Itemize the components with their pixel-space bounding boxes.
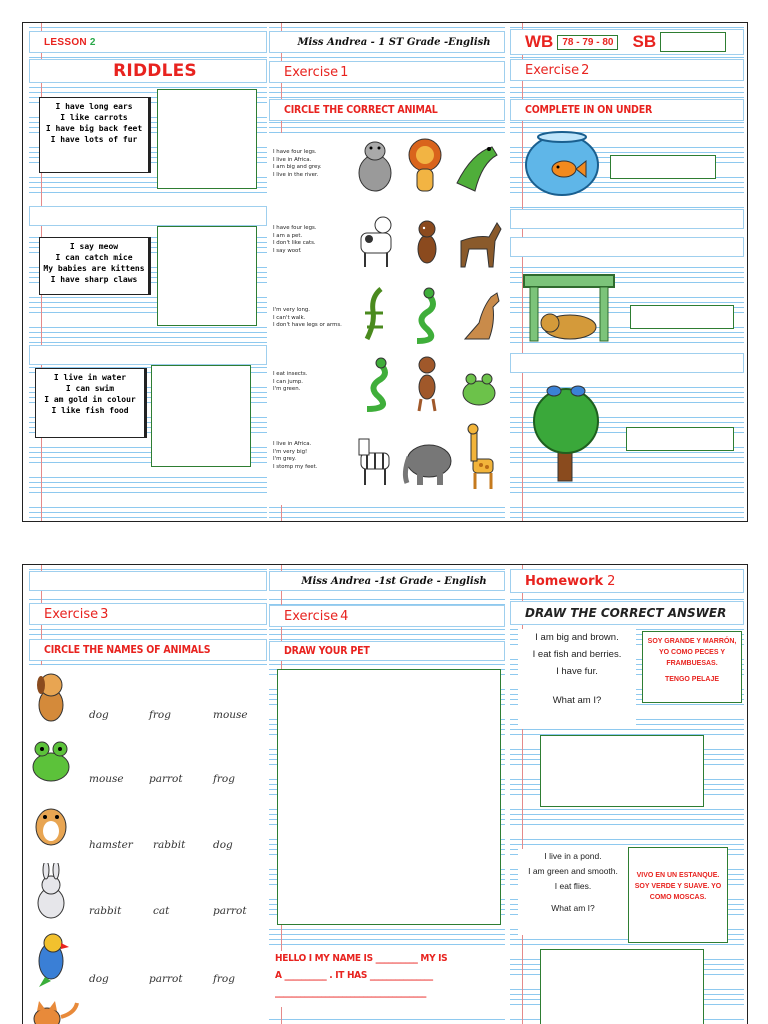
sb-label: SB	[632, 32, 657, 51]
homework-riddle-1: I am big and brown. I eat fish and berries. I have fur. What am I?	[518, 629, 636, 729]
bird-icon	[547, 386, 561, 396]
word-option[interactable]: dog	[89, 709, 109, 721]
pet-sentence-line[interactable]: HELLO I MY NAME IS __________ MY IS	[275, 953, 448, 964]
riddle-answer-box-1[interactable]	[157, 89, 257, 189]
zebra-icon[interactable]	[359, 439, 389, 485]
page-header: Miss Andrea -1st Grade - English	[269, 571, 505, 591]
homework-title	[510, 569, 744, 593]
lion-icon[interactable]	[409, 139, 441, 191]
worksheet-page-2	[22, 564, 748, 1024]
exercise-1-instruction: CIRCLE THE CORRECT ANIMAL	[269, 99, 505, 121]
exercise-2-title	[510, 59, 744, 81]
exercise-3-instruction: CIRCLE THE NAMES OF ANIMALS	[29, 639, 267, 661]
exercise-2-instruction: COMPLETE IN ON UNDER	[510, 99, 744, 121]
dog-icon	[29, 669, 73, 725]
rabbit-icon	[31, 863, 71, 921]
exercise-3-title	[29, 603, 267, 625]
word-option[interactable]: parrot	[149, 973, 183, 985]
word-option[interactable]: frog	[213, 973, 235, 985]
riddle-line: I have big back feet	[45, 124, 143, 133]
riddle-line: I like carrots	[60, 113, 128, 122]
pet-sentence-line[interactable]: A __________ . IT HAS _______________	[275, 970, 433, 981]
homework-label: Homework	[525, 573, 604, 589]
exercise-number: 3	[100, 606, 109, 622]
exercise-label: Exercise	[525, 62, 580, 78]
word-option[interactable]: hamster	[89, 839, 133, 851]
exercise-1-title	[269, 61, 505, 83]
frog-icon	[29, 735, 73, 787]
word-option[interactable]: parrot	[213, 905, 247, 917]
riddle-line: My babies are kittens	[43, 264, 145, 273]
animal-riddle-panel	[269, 133, 505, 505]
row2-animals	[357, 211, 503, 275]
homework-answer-box-2[interactable]	[540, 949, 704, 1024]
elephant-icon[interactable]	[405, 445, 451, 485]
word-option[interactable]: frog	[149, 709, 171, 721]
riddle-line: I have long ears	[55, 102, 133, 111]
horse-icon[interactable]	[461, 223, 501, 267]
cat-icon	[31, 999, 81, 1024]
hamster-icon	[31, 797, 71, 849]
row1-animals	[357, 133, 503, 197]
riddle-box-2	[39, 237, 151, 295]
animal-riddle-5: I live in Africa. I'm very big! I'm grey. I stomp my feet.	[273, 441, 318, 470]
riddle-line: I like fish food	[51, 406, 129, 415]
riddle-line: I can catch mice	[55, 253, 133, 262]
fishbowl-icon	[524, 129, 604, 199]
animal-riddle-4: I eat insects. I can jump. I'm green.	[273, 371, 308, 392]
sb-input-box[interactable]	[660, 32, 726, 52]
animal-riddle-1: I have four legs. I live in Africa. I am big and grey. I live in the river.	[273, 149, 322, 178]
riddle-line: I am gold in colour	[44, 395, 136, 404]
exercise-number: 1	[340, 64, 349, 80]
homework-column	[510, 565, 744, 1024]
pet-sentence	[269, 951, 505, 1007]
spanish-translation-2: VIVO EN UN ESTANQUE. SOY VERDE Y SUAVE. YO COMO MOSCAS.	[628, 847, 728, 943]
animal-riddle-2: I have four legs. I am a pet. I don't like cats. I say woof.	[273, 225, 317, 254]
exercise-number: 2	[581, 62, 590, 78]
dog-icon[interactable]	[418, 221, 436, 263]
homework-riddle-2: I live in a pond. I am green and smooth. I eat flies. What am I?	[518, 849, 628, 935]
word-option[interactable]: parrot	[149, 773, 183, 785]
draw-pet-box[interactable]	[277, 669, 501, 925]
row5-animals	[357, 423, 503, 495]
exercise-label: Exercise	[284, 608, 339, 624]
exercise-3-column	[29, 565, 267, 1024]
cow-icon[interactable]	[361, 217, 391, 267]
fishbowl-answer-box[interactable]	[610, 155, 716, 179]
word-option[interactable]: frog	[213, 773, 235, 785]
word-option[interactable]: mouse	[89, 773, 124, 785]
animal-words-panel	[29, 665, 267, 1024]
word-option[interactable]: dog	[213, 839, 233, 851]
table-with-dog-icon	[522, 269, 618, 345]
riddle-answer-box-2[interactable]	[157, 226, 257, 326]
workbook-header	[510, 29, 744, 55]
row4-animals	[357, 353, 503, 417]
riddle-line: I can swim	[65, 384, 115, 393]
riddles-title: RIDDLES	[29, 59, 267, 83]
riddle-line: I say meow	[69, 242, 119, 251]
crocodile-icon[interactable]	[457, 147, 497, 191]
frog-icon[interactable]	[463, 374, 495, 405]
lesson-header	[29, 31, 267, 53]
homework-number: 2	[607, 573, 616, 589]
lizard-icon[interactable]	[365, 289, 383, 339]
riddle-box-3	[35, 368, 147, 438]
worksheet-page-1	[22, 22, 748, 522]
word-option[interactable]: rabbit	[153, 839, 186, 851]
wb-pages: 78 - 79 - 80	[557, 35, 618, 50]
page-header: Miss Andrea - 1 ST Grade -English	[269, 31, 505, 53]
snake-icon[interactable]	[417, 288, 434, 341]
riddle-line: I have sharp claws	[50, 275, 138, 284]
homework-instruction: DRAW THE CORRECT ANSWER	[510, 601, 744, 625]
riddle-answer-box-3[interactable]	[151, 365, 251, 467]
spanish-translation-1: SOY GRANDE Y MARRÓN, YO COMO PECES Y FRAMBUESAS. TENGO PELAJE	[642, 631, 742, 703]
exercise-number: 4	[340, 608, 349, 624]
riddle-line: I have lots of fur	[50, 135, 138, 144]
monkey-icon[interactable]	[419, 357, 435, 411]
animal-riddle-3: I'm very long. I can't walk. I don't have legs or arms.	[273, 307, 342, 328]
word-option[interactable]: cat	[153, 905, 170, 917]
exercise-4-title	[269, 605, 505, 627]
parrot-icon	[31, 931, 73, 989]
kangaroo-icon[interactable]	[465, 293, 499, 339]
tree-answer-box[interactable]	[626, 427, 734, 451]
exercise-1-column	[269, 23, 505, 521]
giraffe-icon[interactable]	[468, 424, 493, 489]
hippo-icon[interactable]	[359, 142, 391, 191]
lesson-number: 2	[89, 36, 96, 48]
table-answer-box[interactable]	[630, 305, 734, 329]
word-option[interactable]: dog	[89, 973, 109, 985]
lesson-label: LESSON	[44, 36, 87, 48]
exercise-label: Exercise	[284, 64, 339, 80]
riddles-column	[29, 23, 267, 521]
exercise-label: Exercise	[44, 606, 99, 622]
pet-sentence-line[interactable]: ____________________________________	[275, 987, 427, 998]
riddle-line: I live in water	[53, 373, 127, 382]
riddle-box-1	[39, 97, 151, 173]
exercise-4-column	[269, 565, 505, 1024]
word-option[interactable]: mouse	[213, 709, 248, 721]
word-option[interactable]: rabbit	[89, 905, 122, 917]
homework-answer-box-1[interactable]	[540, 735, 704, 807]
snake-icon[interactable]	[367, 358, 386, 409]
row3-animals	[357, 283, 503, 347]
wb-label: WB	[525, 32, 554, 51]
bird-icon	[571, 386, 585, 396]
tree-with-birds-icon	[524, 381, 608, 485]
exercise-4-instruction: DRAW YOUR PET	[269, 641, 505, 661]
exercise-2-column	[510, 23, 744, 521]
dog-icon	[541, 314, 596, 339]
